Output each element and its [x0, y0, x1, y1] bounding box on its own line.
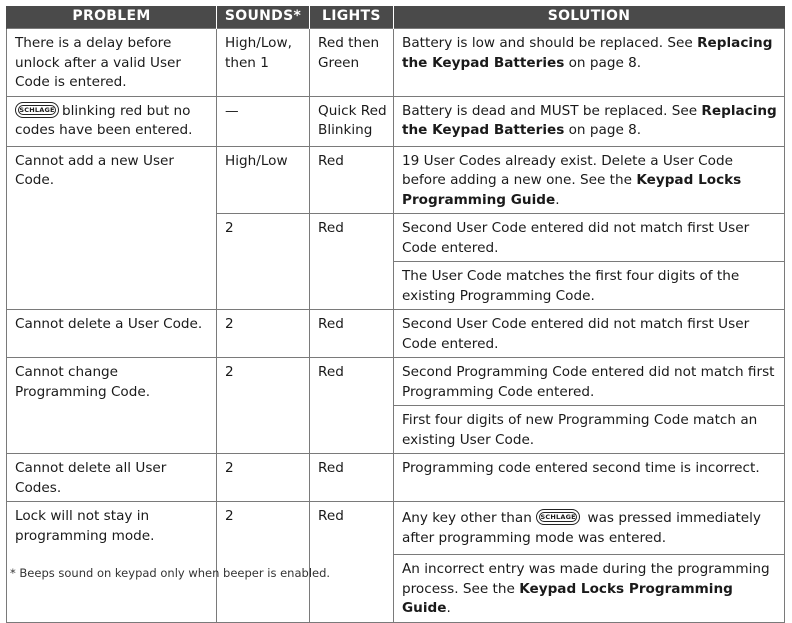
problem-cell: Cannot change Programming Code.: [7, 358, 217, 454]
solution-cell: [394, 29, 785, 97]
solution-text: Any key other than: [402, 510, 537, 526]
solution-text: An incorrect entry was made during the programming process. See the: [402, 561, 770, 597]
lights-cell: Red: [310, 310, 394, 358]
table-row: [7, 96, 785, 146]
header-problem: PROBLEM: [7, 6, 217, 29]
problem-cell: Cannot add a new User Code.: [7, 146, 217, 310]
sounds-cell: 2: [217, 454, 310, 502]
problem-cell: There is a delay before unlock after a valid User Code is entered.: [7, 29, 217, 97]
lights-cell: Quick Red Blinking: [310, 96, 394, 146]
schlage-badge-text: SCHLAGE: [540, 513, 576, 521]
footnote: * Beeps sound on keypad only when beeper is enabled.: [10, 566, 331, 580]
sounds-cell: 2: [217, 502, 310, 623]
table-row: [7, 146, 785, 214]
problem-cell: Cannot delete a User Code.: [7, 310, 217, 358]
solution-cell: [394, 502, 785, 555]
lights-cell: Red: [310, 214, 394, 310]
solution-cell: Second User Code entered did not match first User Code entered.: [394, 310, 785, 358]
solution-cell: Second User Code entered did not match first User Code entered.: [394, 214, 785, 262]
table-row: [7, 29, 785, 97]
lights-cell: Red: [310, 146, 394, 214]
table-row: [7, 358, 785, 406]
header-solution: SOLUTION: [394, 6, 785, 29]
problem-cell: [7, 96, 217, 146]
sounds-cell: High/Low: [217, 146, 310, 214]
troubleshooting-table: [6, 6, 785, 623]
table-row: [7, 454, 785, 502]
lights-cell: Red then Green: [310, 29, 394, 97]
table-row: [7, 502, 785, 555]
solution-cell: The User Code matches the first four digits of the existing Programming Code.: [394, 262, 785, 310]
problem-cell: Cannot delete all User Codes.: [7, 454, 217, 502]
solution-cell: [394, 146, 785, 214]
sounds-cell: 2: [217, 214, 310, 310]
solution-link-text: Keypad Locks Programming Guide: [402, 580, 733, 616]
sounds-cell: —: [217, 96, 310, 146]
solution-text: on page 8.: [564, 54, 642, 71]
solution-link-text: Replacing the Keypad Batteries: [402, 102, 777, 138]
solution-text: on page 8.: [564, 122, 642, 138]
table-row: [7, 310, 785, 358]
solution-text: .: [555, 191, 560, 208]
solution-cell: Programming code entered second time is incorrect.: [394, 454, 785, 502]
header-row: [7, 6, 785, 29]
schlage-button-icon: [536, 509, 580, 525]
lights-cell: Red: [310, 502, 394, 623]
solution-cell: Second Programming Code entered did not match first Programming Code entered.: [394, 358, 785, 406]
solution-text: Battery is dead and MUST be replaced. See: [402, 102, 702, 119]
header-sounds: SOUNDS*: [217, 6, 310, 29]
solution-cell: First four digits of new Programming Code match an existing User Code.: [394, 406, 785, 454]
lights-cell: Red: [310, 358, 394, 454]
sounds-cell: High/Low, then 1: [217, 29, 310, 97]
lights-cell: Red: [310, 454, 394, 502]
schlage-badge-text: SCHLAGE: [19, 105, 55, 114]
solution-text: Battery is low and should be replaced. See: [402, 35, 698, 51]
header-lights: LIGHTS: [310, 6, 394, 29]
solution-cell: [394, 96, 785, 146]
solution-link-text: Keypad Locks Programming Guide: [402, 172, 742, 208]
solution-link-text: Replacing the Keypad Batteries: [402, 35, 773, 71]
solution-text: .: [446, 600, 451, 616]
solution-cell: [394, 555, 785, 623]
solution-text: 19 User Codes already exist. Delete a User Code before adding a new one. See the: [402, 152, 733, 188]
sounds-cell: 2: [217, 358, 310, 454]
problem-text: blinking red but no codes have been entered.: [15, 102, 193, 138]
sounds-cell: 2: [217, 310, 310, 358]
schlage-button-icon: [15, 102, 59, 118]
solution-text: was pressed immediately after programming mode was entered.: [402, 510, 761, 546]
problem-cell: Lock will not stay in programming mode.: [7, 502, 217, 623]
